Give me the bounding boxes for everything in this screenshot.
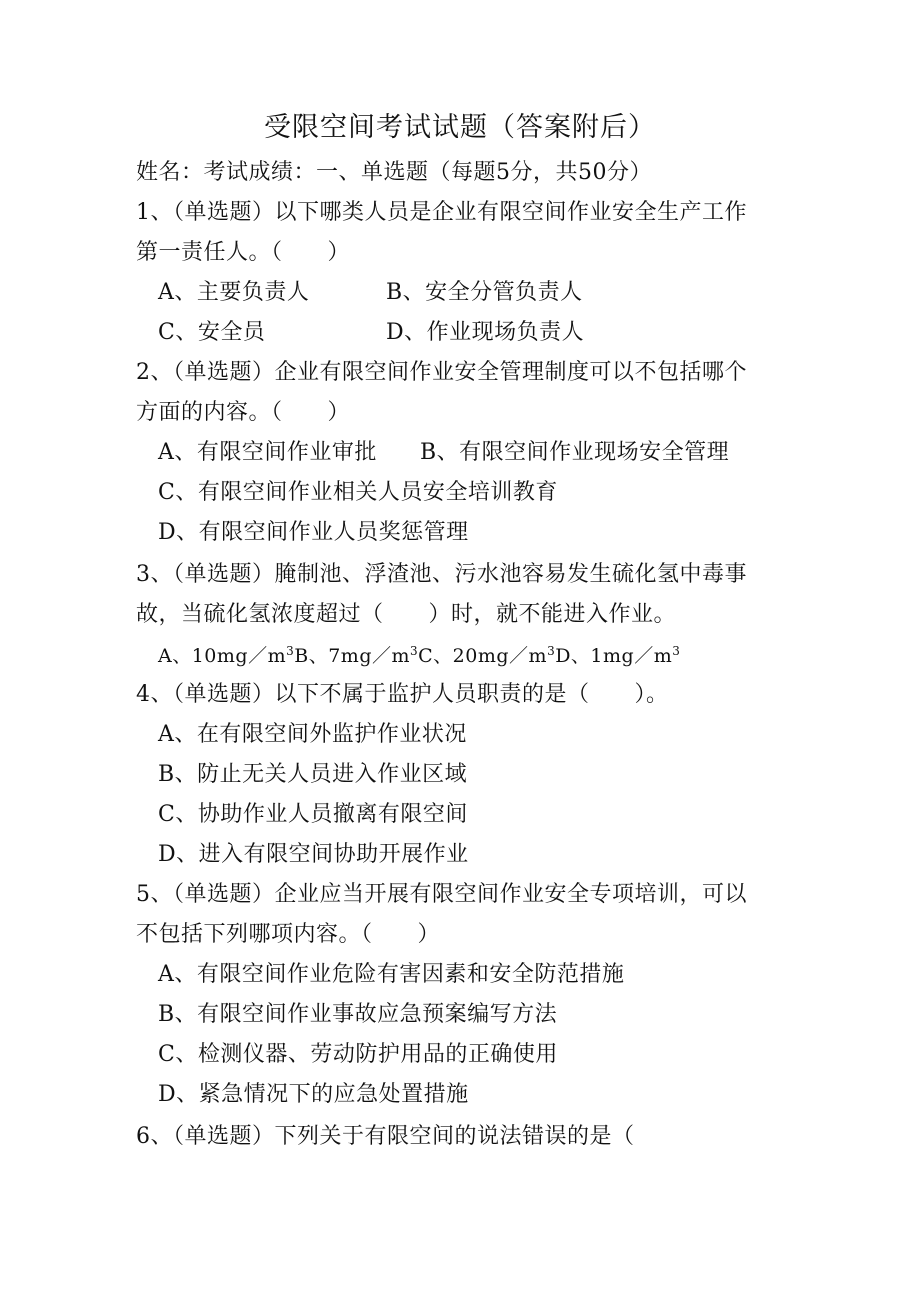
unit-exponent: 3 bbox=[286, 644, 295, 658]
question-3-option-c: C、20mg／m bbox=[418, 645, 548, 667]
question-3-option-d: D、1mg／m bbox=[555, 645, 673, 667]
question-5-option-c: C、检测仪器、劳动防护用品的正确使用 bbox=[158, 1042, 558, 1067]
question-5-option-d: D、紧急情况下的应急处置措施 bbox=[158, 1082, 469, 1107]
unit-exponent: 3 bbox=[547, 644, 556, 658]
question-4-stem-line-1: 4、（单选题）以下不属于监护人员职责的是（ ）。 bbox=[136, 682, 669, 707]
question-1-stem-line-1: 1、（单选题）以下哪类人员是企业有限空间作业安全生产工作 bbox=[136, 200, 747, 225]
question-1-stem-line-2: 第一责任人。（ ） bbox=[136, 240, 351, 265]
question-2-option-d: D、有限空间作业人员奖惩管理 bbox=[158, 520, 469, 545]
question-1-option-a: A、主要负责人 bbox=[158, 280, 310, 305]
question-3-options-row bbox=[158, 641, 680, 671]
question-2-option-b: B、有限空间作业现场安全管理 bbox=[420, 440, 730, 465]
question-2-stem-line-1: 2、（单选题）企业有限空间作业安全管理制度可以不包括哪个 bbox=[136, 360, 747, 385]
question-6-stem-line-1: 6、（单选题）下列关于有限空间的说法错误的是（ bbox=[136, 1124, 635, 1149]
question-2-option-a: A、有限空间作业审批 bbox=[158, 440, 377, 465]
question-1-option-c: C、安全员 bbox=[158, 320, 266, 345]
question-5-option-b: B、有限空间作业事故应急预案编写方法 bbox=[158, 1002, 558, 1027]
question-5-stem-line-2: 不包括下列哪项内容。（ ） bbox=[136, 922, 441, 947]
question-4-option-b: B、防止无关人员进入作业区域 bbox=[158, 762, 468, 787]
question-1-option-d: D、作业现场负责人 bbox=[386, 320, 585, 345]
question-2-option-c: C、有限空间作业相关人员安全培训教育 bbox=[158, 480, 558, 505]
question-4-option-d: D、进入有限空间协助开展作业 bbox=[158, 842, 469, 867]
question-5-option-a: A、有限空间作业危险有害因素和安全防范措施 bbox=[158, 962, 625, 987]
question-4-option-a: A、在有限空间外监护作业状况 bbox=[158, 722, 467, 747]
question-3-option-b: B、7mg／m bbox=[294, 645, 410, 667]
question-1-option-b: B、安全分管负责人 bbox=[386, 280, 583, 305]
header-line: 姓名：考试成绩：一、单选题（每题5分，共50分） bbox=[136, 160, 652, 185]
unit-exponent: 3 bbox=[672, 644, 681, 658]
unit-exponent: 3 bbox=[410, 644, 419, 658]
question-2-stem-line-2: 方面的内容。（ ） bbox=[136, 400, 351, 425]
question-5-stem-line-1: 5、（单选题）企业应当开展有限空间作业安全专项培训，可以 bbox=[136, 882, 747, 907]
question-3-stem-line-1: 3、（单选题）腌制池、浮渣池、污水池容易发生硫化氢中毒事 bbox=[136, 562, 747, 587]
question-4-option-c: C、协助作业人员撤离有限空间 bbox=[158, 802, 468, 827]
question-3-stem-line-2: 故，当硫化氢浓度超过（ ）时，就不能进入作业。 bbox=[136, 602, 677, 627]
page-title: 受限空间考试试题（答案附后） bbox=[264, 112, 656, 143]
question-3-option-a: A、10mg／m bbox=[158, 645, 287, 667]
